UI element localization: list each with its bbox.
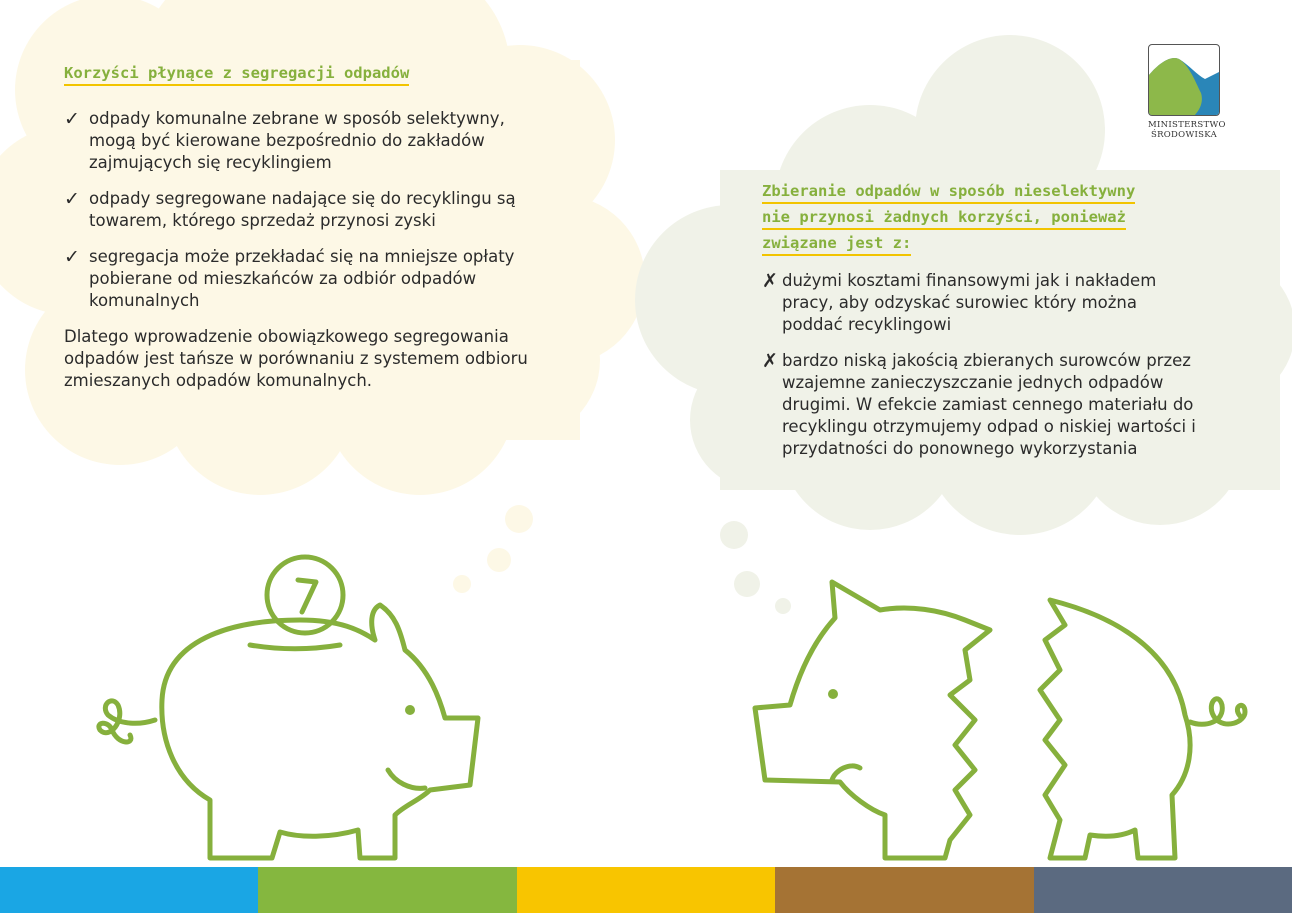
drawbacks-list	[762, 270, 1202, 474]
list-item-text: odpady segregowane nadające się do recyklingu są towarem, którego sprzedaż przynosi zyski	[89, 189, 516, 230]
check-icon: ✓	[64, 246, 80, 268]
stripe-green	[258, 867, 516, 913]
cross-icon: ✗	[762, 270, 778, 292]
logo-line-1: MINISTERSTWO	[1148, 120, 1226, 130]
left-heading-line: Korzyści płynące z segregacji odpadów	[64, 62, 409, 86]
broken-pig-eye	[828, 689, 838, 699]
left-heading	[64, 62, 409, 88]
right-heading	[762, 180, 1135, 258]
list-item	[64, 246, 524, 312]
right-heading-line: Zbieranie odpadów w sposób nieselektywny	[762, 180, 1135, 204]
logo-text	[1148, 120, 1226, 140]
color-stripe	[0, 867, 1292, 913]
logo-line-2: ŚRODOWISKA	[1150, 130, 1218, 140]
list-item	[762, 350, 1202, 460]
broken-piggy-bank-icon	[755, 582, 1245, 858]
list-item-text: segregacja może przekładać się na mniejsze opłaty pobierane od mieszkańców za odbiór odpadów komunalnych	[89, 247, 515, 310]
right-heading-line: nie przynosi żadnych korzyści, ponieważ	[762, 206, 1126, 230]
stripe-yellow	[517, 867, 775, 913]
list-item-text: bardzo niską jakością zbieranych surowców przez wzajemne zanieczyszczanie jednych odpadów drugimi. W efekcie zamiast cennego materiału do recyklingu otrzymujemy odpad o niskiej wartości i przydatności do ponownego wykorzystania	[782, 351, 1196, 458]
summary-paragraph: Dlatego wprowadzenie obowiązkowego segregowania odpadów jest tańsze w porównaniu z systemem odbioru zmieszanych odpadów komunalnych.	[64, 327, 528, 390]
piggy-bank-icon	[99, 557, 478, 858]
list-item-text: odpady komunalne zebrane w sposób selektywny, mogą być kierowane bezpośrednio do zakładów zajmujących się recyklingiem	[89, 109, 505, 172]
right-heading-line: związane jest z:	[762, 232, 911, 256]
benefits-list	[64, 108, 524, 326]
list-item	[64, 108, 524, 174]
stripe-brown	[775, 867, 1033, 913]
check-icon: ✓	[64, 188, 80, 210]
stripe-slate	[1034, 867, 1292, 913]
cross-icon: ✗	[762, 350, 778, 372]
list-item	[64, 188, 524, 232]
list-item-text: dużymi kosztami finansowymi jak i nakładem pracy, aby odzyskać surowiec który można poddać recyklingowi	[782, 271, 1157, 334]
mountain-logo-icon	[1148, 44, 1220, 116]
ministry-logo	[1148, 44, 1226, 140]
list-item	[762, 270, 1202, 336]
stripe-blue	[0, 867, 258, 913]
coin-value	[290, 573, 320, 613]
check-icon: ✓	[64, 108, 80, 130]
pig-eye	[405, 705, 415, 715]
